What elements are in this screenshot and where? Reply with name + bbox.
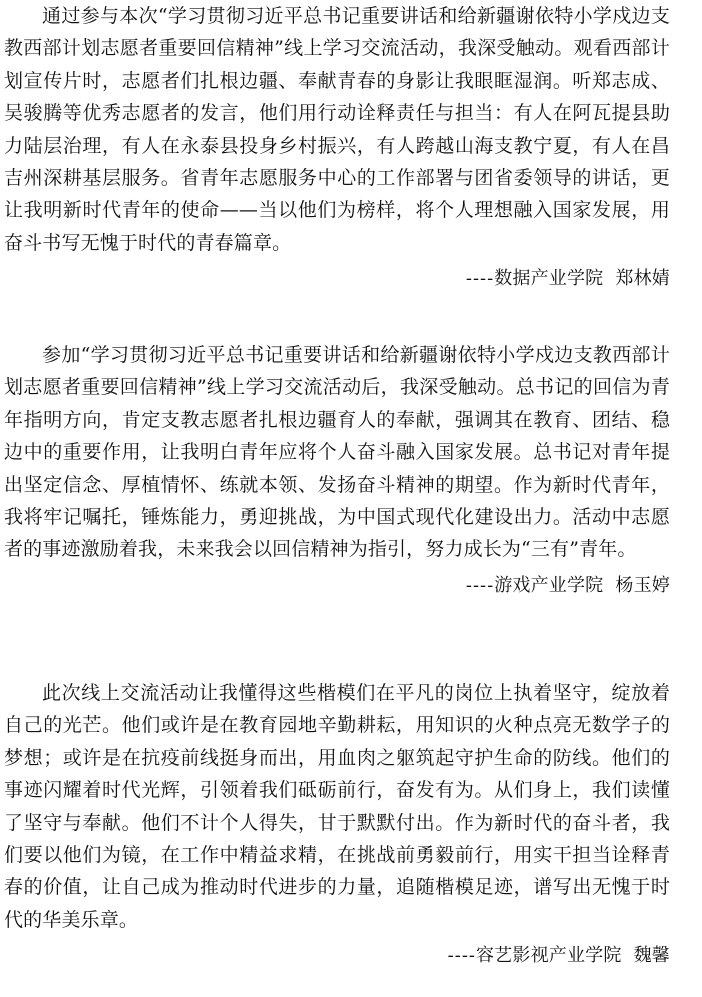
entry-1-signature-dash: ---- bbox=[465, 268, 495, 290]
entry-1-paragraph: 通过参与本次“学习贯彻习近平总书记重要讲话和给新疆谢依特小学戍边支教西部计划志愿者重要回信精神”线上学习交流活动，我深受触动。观看西部计划宣传片时，志愿者们扎根边疆、奉献青春的身影让我眼眶湿润。听郑志成、吴骏腾等优秀志愿者的发言，他们用行动诠释责任与担当：有人在阿瓦提县助力陆层治理，有人在永泰县投身乡村振兴，有人跨越山海支教宁夏，有人在昌吉州深耕基层服务。省青年志愿服务中心的工作部署与团省委领导的讲话，更让我明新时代青年的使命——当以他们为榜样，将个人理想融入国家发展，用奋斗书写无愧于时代的青春篇章。 bbox=[4, 5, 670, 254]
entry-3-signature-dash: ---- bbox=[447, 945, 476, 967]
entry-1-signature bbox=[4, 265, 670, 293]
entry-2-paragraph: 参加“学习贯彻习近平总书记重要讲话和给新疆谢依特小学戍边支教西部计划志愿者重要回信精神”线上学习交流活动后，我深受触动。总书记的回信为青年指明方向，肯定支教志愿者扎根边疆育人的奉献，强调其在教育、团结、稳边中的重要作用，让我明白青年应将个人奋斗融入国家发展。总书记对青年提出坚定信念、厚植情怀、练就本领、发扬奋斗精神的期望。作为新时代青年，我将牢记嘱托，锤炼能力，勇迎挑战，为中国式现代化建设出力。活动中志愿者的事迹激励着我，未来我会以回信精神为指引，努力成长为“三有”青年。 bbox=[4, 344, 670, 561]
entry-2-author: 杨玉婷 bbox=[615, 574, 670, 596]
entry-1-author: 郑林婧 bbox=[615, 268, 670, 290]
entry-1-college: 数据产业学院 bbox=[494, 268, 604, 290]
entry-3-author: 魏馨 bbox=[633, 945, 670, 967]
reflection-entry-1 bbox=[4, 0, 670, 293]
entry-3-signature bbox=[4, 942, 670, 970]
entry-3-college: 容艺影视产业学院 bbox=[475, 945, 622, 967]
entry-3-paragraph: 此次线上交流活动让我懂得这些楷模们在平凡的岗位上执着坚守，绽放着自己的光芒。他们或许是在教育园地辛勤耕耘，用知识的火种点亮无数学子的梦想；或许是在抗疫前线挺身而出，用血肉之躯筑起守护生命的防线。他们的事迹闪耀着时代光辉，引领着我们砥砺前行，奋发有为。从们身上，我们读懂了坚守与奉献。他们不计个人得失，甘于默默付出。作为新时代的奋斗者，我们要以他们为镜，在工作中精益求精，在挑战前勇毅前行，用实干担当诠释青春的价值，让自己成为推动时代进步的力量，追随楷模足迹，谱写出无愧于时代的华美乐章。 bbox=[4, 682, 670, 931]
reflection-entry-2 bbox=[4, 339, 670, 600]
entry-2-signature-dash: ---- bbox=[465, 574, 495, 596]
reflection-entry-3 bbox=[4, 677, 670, 970]
entry-2-college: 游戏产业学院 bbox=[494, 574, 604, 596]
entry-2-signature bbox=[4, 572, 670, 600]
